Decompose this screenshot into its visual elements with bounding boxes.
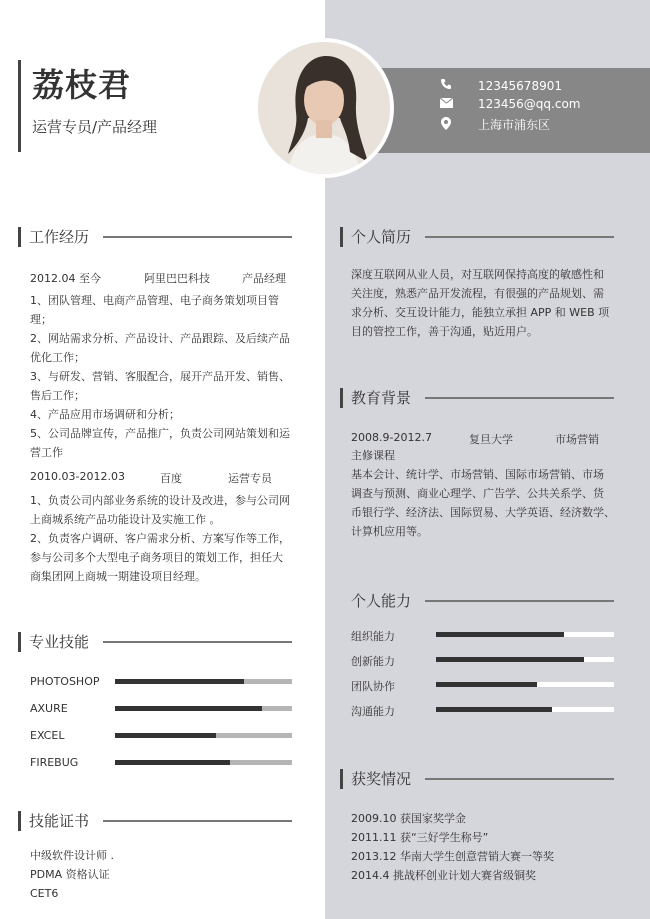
skills-heading-label: 专业技能 (29, 633, 90, 651)
certs-list (30, 846, 114, 903)
job-2-description (30, 491, 300, 586)
education-meta (351, 431, 599, 447)
profile-photo (254, 38, 394, 178)
ability-bar-fill (436, 632, 564, 637)
profile-heading-line (425, 236, 614, 238)
award-item: 2011.11 获“三好学生称号” (351, 831, 489, 844)
job-2-line: 2、负责客户调研、客户需求分析、方案写作等工作， (30, 532, 290, 545)
job-2-meta (30, 470, 272, 486)
job-1-company: 阿里巴巴科技 (144, 272, 210, 285)
cert-item: PDMA 资格认证 (30, 868, 110, 881)
contact-phone-text: 12345678901 (478, 78, 562, 93)
awards-heading (340, 768, 614, 789)
skill-label: FIREBUG (30, 756, 79, 769)
profile-line: 关注度，熟悉产品开发流程，有很强的产品规划、需 (351, 287, 604, 300)
ability-bar-fill (436, 682, 537, 687)
job-1-line: 2、网站需求分析、产品设计、产品跟踪、及后续产品 (30, 332, 290, 345)
abilities-heading (340, 590, 614, 611)
ability-bar-track (436, 632, 614, 637)
education-heading-line (425, 397, 614, 399)
certs-heading (18, 810, 292, 831)
work-heading-bar (18, 227, 21, 247)
profile-heading-bar (340, 227, 343, 247)
certs-heading-label: 技能证书 (29, 812, 90, 830)
ability-bar-track (436, 682, 614, 687)
job-1-meta (30, 270, 286, 286)
skill-bar-track (115, 733, 292, 738)
contact-email-text: 123456@qq.com (478, 97, 581, 111)
education-major: 市场营销 (555, 433, 599, 446)
award-item: 2009.10 获国家奖学金 (351, 812, 466, 825)
job-2-role: 运营专员 (228, 472, 272, 485)
contact-email (438, 97, 581, 111)
job-1-description (30, 291, 300, 462)
education-line: 基本会计、统计学、市场营销、国际市场营销、市场 (351, 468, 604, 481)
profile-line: 求分析、交互设计能力，能独立承担 APP 和 WEB 项 (351, 306, 610, 319)
ability-label: 创新能力 (351, 655, 395, 668)
award-item: 2013.12 华南大学生创意营销大赛一等奖 (351, 850, 554, 863)
awards-heading-line (425, 778, 614, 780)
job-2-company: 百度 (160, 472, 182, 485)
ability-bar-track (436, 657, 614, 662)
education-heading-label: 教育背景 (351, 389, 412, 407)
name-accent-bar (18, 60, 21, 152)
profile-heading-label: 个人简历 (351, 228, 412, 246)
skill-bar-track (115, 679, 292, 684)
skill-label: PHOTOSHOP (30, 675, 100, 688)
location-icon (438, 117, 454, 133)
education-courses (351, 446, 631, 541)
education-line: 计算机应用等。 (351, 525, 428, 538)
cert-item: CET6 (30, 887, 59, 900)
candidate-name: 荔枝君 (32, 66, 132, 104)
job-2-line: 上商城系统产品功能设计及实施工作 。 (30, 513, 221, 526)
skills-heading (18, 631, 292, 652)
job-1-line: 1、团队管理、电商产品管理、电子商务策划项目管理； (30, 294, 279, 326)
profile-text (351, 265, 631, 341)
certs-heading-bar (18, 811, 21, 831)
job-1-line: 营工作 (30, 446, 63, 459)
job-1-role: 产品经理 (242, 272, 286, 285)
certs-heading-line (103, 820, 292, 822)
contact-location (438, 116, 550, 133)
profile-line: 目的管控工作，善于沟通，贴近用户。 (351, 325, 538, 338)
skill-bar-fill (115, 760, 230, 765)
abilities-heading-bar (340, 591, 343, 611)
education-date: 2008.9-2012.7 (351, 431, 432, 444)
education-course-title: 主修课程 (351, 449, 395, 462)
skill-bar-fill (115, 706, 262, 711)
skills-heading-bar (18, 632, 21, 652)
profile-heading (340, 226, 614, 247)
education-heading (340, 387, 614, 408)
ability-bar-fill (436, 707, 552, 712)
contact-phone (438, 78, 562, 93)
ability-bar-fill (436, 657, 584, 662)
work-heading-line (103, 236, 292, 238)
job-2-line: 1、负责公司内部业务系统的设计及改进，参与公司网 (30, 494, 290, 507)
skill-label: AXURE (30, 702, 68, 715)
abilities-heading-label: 个人能力 (351, 592, 412, 610)
job-2-line: 商集团网上商城一期建设项目经理。 (30, 570, 206, 583)
ability-label: 组织能力 (351, 630, 395, 643)
job-1-date: 2012.04 至今 (30, 272, 101, 285)
skill-bar-track (115, 760, 292, 765)
job-1-line: 4、产品应用市场调研和分析； (30, 408, 180, 421)
profile-line: 深度互联网从业人员，对互联网保持高度的敏感性和 (351, 268, 604, 281)
job-2-date: 2010.03-2012.03 (30, 470, 125, 483)
job-1-line: 优化工作； (30, 351, 85, 364)
awards-heading-bar (340, 769, 343, 789)
job-2-line: 参与公司多个大型电子商务项目的策划工作，担任大 (30, 551, 283, 564)
job-1-line: 3、与研发、营销、客服配合，展开产品开发、销售、 (30, 370, 290, 383)
skills-heading-line (103, 641, 292, 643)
job-1-line: 5、公司品牌宣传，产品推广，负责公司网站策划和运 (30, 427, 290, 440)
ability-label: 沟通能力 (351, 705, 395, 718)
education-school: 复旦大学 (469, 433, 513, 446)
phone-icon (438, 78, 454, 93)
awards-heading-label: 获奖情况 (351, 770, 412, 788)
work-heading (18, 226, 292, 247)
contact-location-text: 上海市浦东区 (478, 118, 551, 132)
skill-bar-fill (115, 679, 244, 684)
education-line: 币银行学、经济法、国际贸易、大学英语、经济数学、 (351, 506, 615, 519)
award-item: 2014.4 挑战杯创业计划大赛省级铜奖 (351, 869, 536, 882)
work-heading-label: 工作经历 (29, 228, 90, 246)
education-line: 调查与预测、商业心理学、广告学、公共关系学、货 (351, 487, 604, 500)
education-heading-bar (340, 388, 343, 408)
cert-item: 中级软件设计师 . (30, 849, 114, 862)
ability-label: 团队协作 (351, 680, 395, 693)
skill-bar-track (115, 706, 292, 711)
ability-bar-track (436, 707, 614, 712)
job-1-line: 售后工作； (30, 389, 85, 402)
mail-icon (438, 97, 454, 111)
skill-bar-fill (115, 733, 216, 738)
skill-label: EXCEL (30, 729, 65, 742)
candidate-title: 运营专员/产品经理 (32, 118, 158, 136)
abilities-heading-line (425, 600, 614, 602)
awards-list (351, 809, 554, 885)
